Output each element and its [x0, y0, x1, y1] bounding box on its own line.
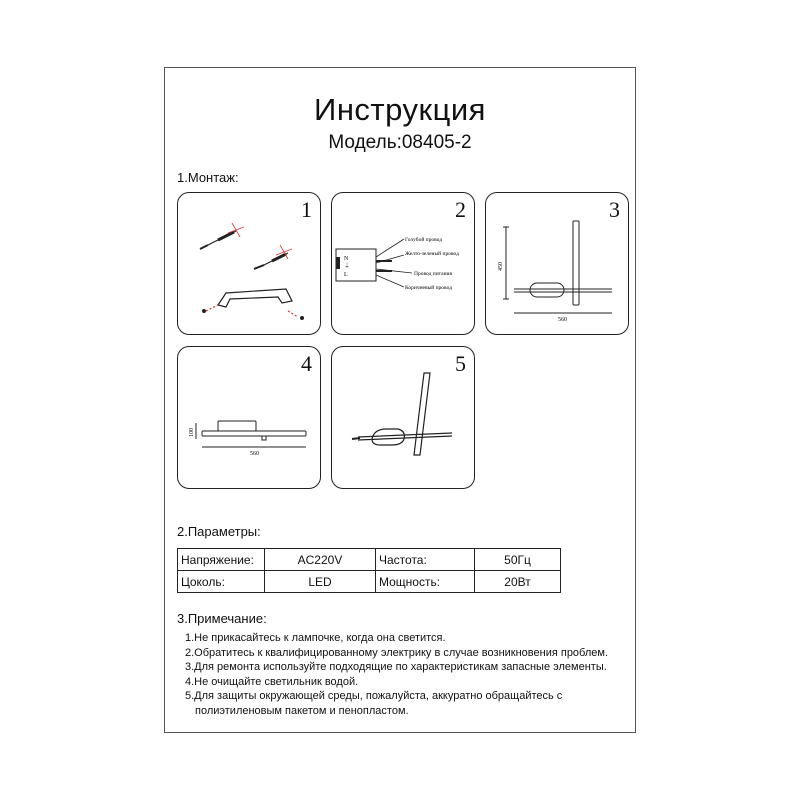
- table-cell: Мощность:: [376, 571, 475, 593]
- mount-step-5-panel: [331, 346, 475, 489]
- list-item: 4.Не очищайте светильник водой.: [185, 675, 359, 688]
- step-number: 2: [455, 197, 466, 222]
- width-dimension: 560: [558, 317, 567, 323]
- mount-step-1-panel: [177, 192, 321, 335]
- wiring-diagram: [332, 193, 475, 335]
- lamp-perspective-diagram: [332, 347, 475, 489]
- notes-list: [185, 631, 608, 718]
- table-row: [178, 571, 561, 593]
- table-cell: AC220V: [265, 549, 376, 571]
- mount-step-2-panel: [331, 192, 475, 335]
- height-dimension: 100: [189, 428, 195, 437]
- width-dimension: 560: [250, 451, 259, 457]
- list-item: 5.Для защиты окружающей среды, пожалуйста, аккуратно обращайтесь с: [185, 690, 563, 702]
- mount-step-3-panel: [485, 192, 629, 335]
- height-dimension: 450: [498, 262, 504, 271]
- list-item: 1.Не прикасайтесь к лампочке, когда она светится.: [185, 632, 446, 644]
- terminal-label-l: L: [344, 272, 348, 278]
- table-cell: Частота:: [376, 549, 475, 571]
- section-mount-heading: 1.Монтаж:: [177, 170, 239, 185]
- table-cell: Цоколь:: [178, 571, 265, 593]
- step-number: 3: [609, 197, 620, 222]
- section-params-heading: 2.Параметры:: [177, 524, 261, 539]
- list-item: 2.Обратитесь к квалифицированному электрику в случае возникновения проблем.: [185, 646, 609, 659]
- instruction-sheet: [164, 67, 636, 733]
- top-dimension-diagram: [178, 347, 321, 489]
- list-item: полиэтиленовым пакетом и пенопластом.: [195, 704, 409, 717]
- table-cell: 50Гц: [475, 549, 561, 571]
- table-cell: 20Вт: [475, 571, 561, 593]
- model-number: Модель:08405-2: [328, 132, 472, 153]
- screw-anchor-diagram: [178, 193, 321, 335]
- table-cell: Напряжение:: [178, 549, 265, 571]
- table-row: [178, 549, 561, 571]
- step-number: 1: [301, 197, 312, 222]
- parameters-table: [177, 548, 561, 593]
- front-dimension-diagram: [486, 193, 629, 335]
- step-number: 5: [455, 351, 466, 376]
- section-notes-heading: 3.Примечание:: [177, 611, 267, 626]
- terminal-label-ground: ⏚: [344, 264, 351, 270]
- list-item: 3.Для ремонта используйте подходящие по характеристикам запасные элементы.: [185, 661, 607, 673]
- page-title: Инструкция: [314, 92, 486, 127]
- mount-step-4-panel: [177, 346, 321, 489]
- wire-label-blue: Голубой провод: [405, 237, 443, 243]
- table-cell: LED: [265, 571, 376, 593]
- wire-label-brown: Коричневый провод: [405, 285, 452, 291]
- wire-label-yellow-green: Желто-зеленый провод: [405, 251, 459, 257]
- wire-label-power: Провод питания: [414, 271, 453, 277]
- step-number: 4: [301, 351, 312, 376]
- terminal-label-n: N: [344, 256, 349, 262]
